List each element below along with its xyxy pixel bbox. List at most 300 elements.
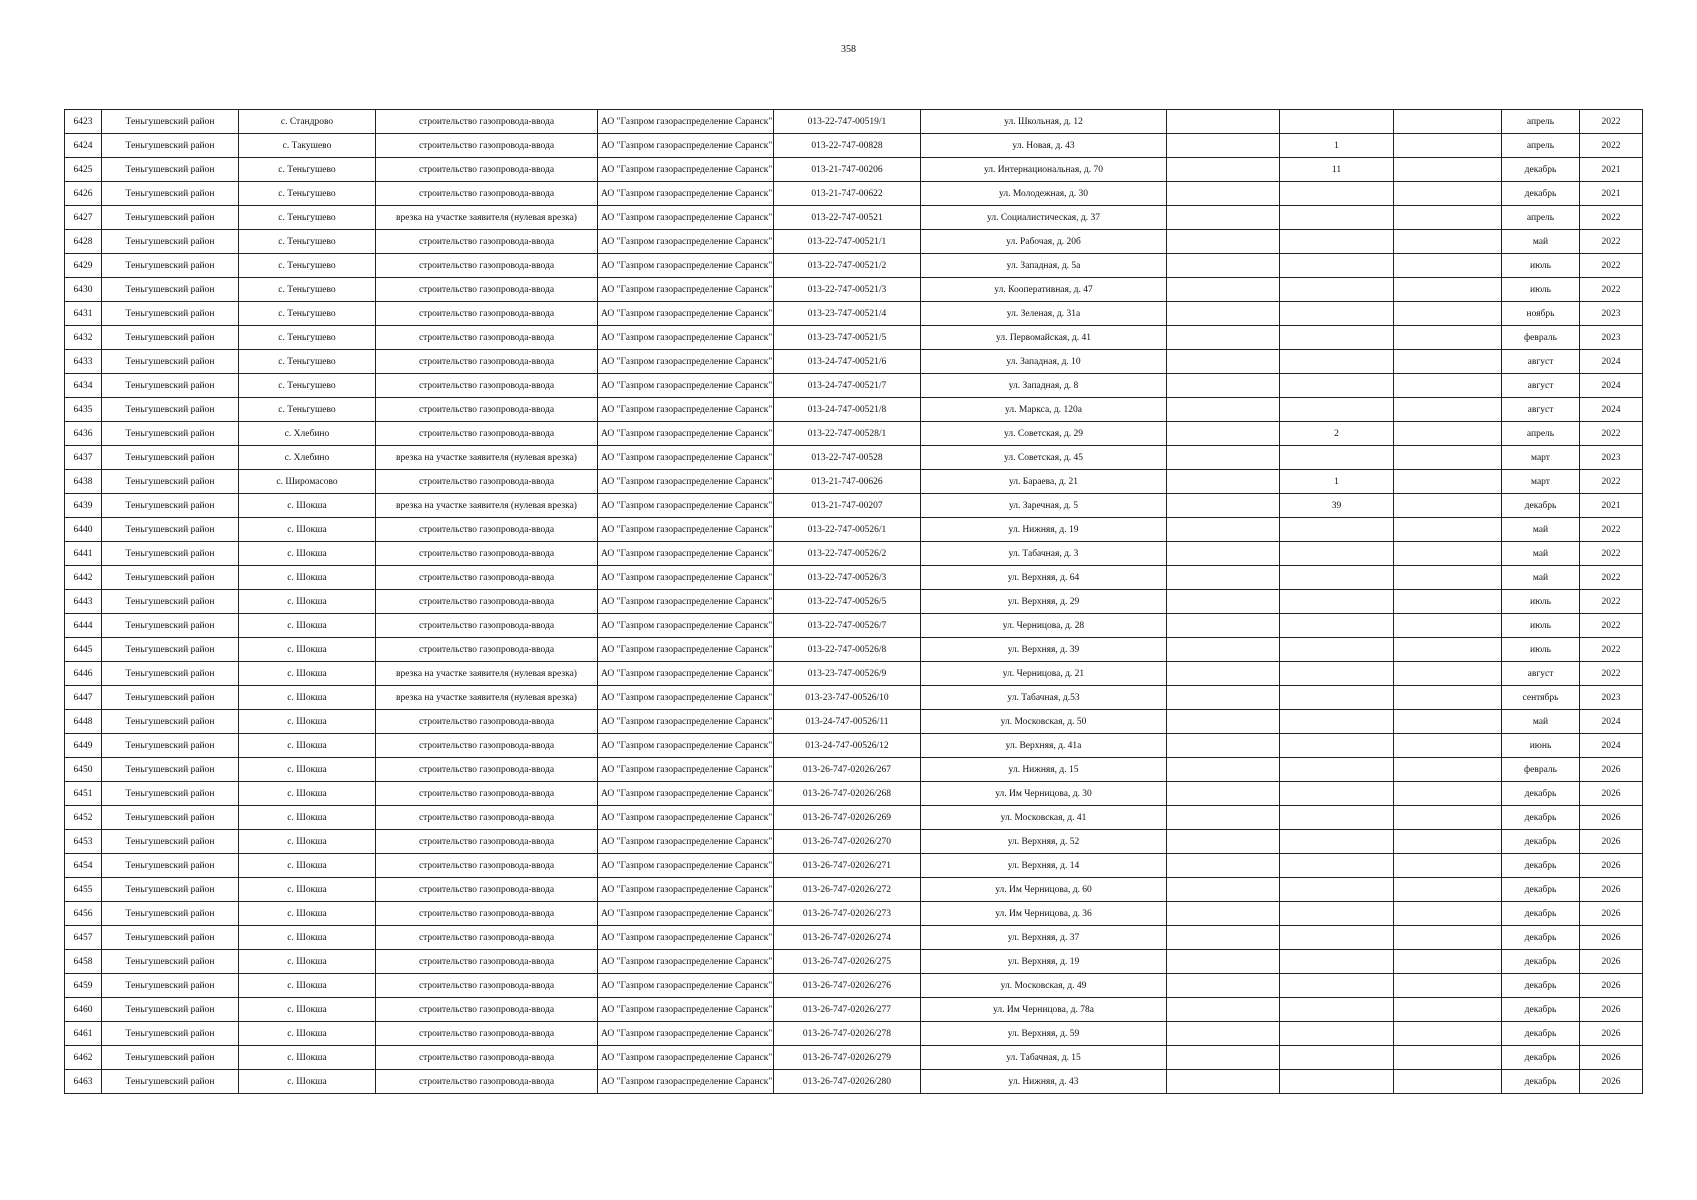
settlement-cell: с. Теньгушево [239,254,376,278]
address-cell: ул. Западная, д. 5а [921,254,1167,278]
table-row [65,326,1643,350]
contract-number-cell: 013-26-747-02026/276 [774,974,921,998]
month-cell: май [1502,230,1580,254]
extra-cell-1 [1167,998,1280,1022]
extra-cell-1 [1167,590,1280,614]
organization-cell: АО "Газпром газораспределение Саранск" [598,110,774,134]
work-type-cell: врезка на участке заявителя (нулевая врезка) [376,494,598,518]
row-number: 6455 [65,878,102,902]
month-cell: июль [1502,614,1580,638]
settlement-cell: с. Шокша [239,854,376,878]
extra-cell-1 [1167,110,1280,134]
address-cell: ул. Бараева, д. 21 [921,470,1167,494]
contract-number-cell: 013-24-747-00526/12 [774,734,921,758]
year-cell: 2022 [1580,422,1643,446]
contract-number-cell: 013-22-747-00526/1 [774,518,921,542]
extra-cell-1 [1167,854,1280,878]
year-cell: 2022 [1580,470,1643,494]
year-cell: 2022 [1580,278,1643,302]
district-cell: Теньгушевский район [102,110,239,134]
district-cell: Теньгушевский район [102,734,239,758]
address-cell: ул. Им Черницова, д. 36 [921,902,1167,926]
settlement-cell: с. Такушево [239,134,376,158]
address-cell: ул. Школьная, д. 12 [921,110,1167,134]
contract-number-cell: 013-23-747-00521/4 [774,302,921,326]
settlement-cell: с. Теньгушево [239,326,376,350]
row-number: 6432 [65,326,102,350]
work-type-cell: врезка на участке заявителя (нулевая врезка) [376,662,598,686]
table-row [65,254,1643,278]
extra-cell-2 [1394,950,1502,974]
table-row [65,110,1643,134]
month-cell: декабрь [1502,830,1580,854]
month-cell: апрель [1502,110,1580,134]
district-cell: Теньгушевский район [102,374,239,398]
quantity-cell [1280,518,1394,542]
address-cell: ул. Табачная, д.53 [921,686,1167,710]
table-row [65,758,1643,782]
extra-cell-1 [1167,734,1280,758]
month-cell: март [1502,470,1580,494]
address-cell: ул. Московская, д. 50 [921,710,1167,734]
settlement-cell: с. Стандрово [239,110,376,134]
organization-cell: АО "Газпром газораспределение Саранск" [598,350,774,374]
work-type-cell: строительство газопровода-ввода [376,182,598,206]
extra-cell-1 [1167,254,1280,278]
extra-cell-2 [1394,566,1502,590]
table-row [65,302,1643,326]
month-cell: апрель [1502,134,1580,158]
table-row [65,854,1643,878]
contract-number-cell: 013-21-747-00626 [774,470,921,494]
row-number: 6438 [65,470,102,494]
year-cell: 2022 [1580,110,1643,134]
row-number: 6456 [65,902,102,926]
row-number: 6439 [65,494,102,518]
quantity-cell [1280,302,1394,326]
year-cell: 2026 [1580,1070,1643,1094]
district-cell: Теньгушевский район [102,902,239,926]
row-number: 6452 [65,806,102,830]
district-cell: Теньгушевский район [102,182,239,206]
address-cell: ул. Верхняя, д. 39 [921,638,1167,662]
contract-number-cell: 013-24-747-00521/7 [774,374,921,398]
table-row [65,830,1643,854]
extra-cell-2 [1394,902,1502,926]
work-type-cell: строительство газопровода-ввода [376,470,598,494]
work-type-cell: строительство газопровода-ввода [376,758,598,782]
gas-connection-registry-table [64,109,1643,1094]
organization-cell: АО "Газпром газораспределение Саранск" [598,734,774,758]
row-number: 6426 [65,182,102,206]
extra-cell-2 [1394,158,1502,182]
quantity-cell [1280,806,1394,830]
row-number: 6445 [65,638,102,662]
month-cell: февраль [1502,326,1580,350]
table-row [65,614,1643,638]
extra-cell-2 [1394,470,1502,494]
organization-cell: АО "Газпром газораспределение Саранск" [598,590,774,614]
district-cell: Теньгушевский район [102,446,239,470]
quantity-cell [1280,758,1394,782]
row-number: 6462 [65,1046,102,1070]
work-type-cell: строительство газопровода-ввода [376,926,598,950]
work-type-cell: строительство газопровода-ввода [376,854,598,878]
row-number: 6429 [65,254,102,278]
quantity-cell [1280,710,1394,734]
extra-cell-1 [1167,1070,1280,1094]
extra-cell-2 [1394,758,1502,782]
organization-cell: АО "Газпром газораспределение Саранск" [598,1022,774,1046]
extra-cell-2 [1394,830,1502,854]
table-row [65,494,1643,518]
settlement-cell: с. Хлебино [239,422,376,446]
month-cell: декабрь [1502,782,1580,806]
work-type-cell: строительство газопровода-ввода [376,590,598,614]
row-number: 6460 [65,998,102,1022]
row-number: 6446 [65,662,102,686]
month-cell: декабрь [1502,158,1580,182]
table-row [65,518,1643,542]
extra-cell-1 [1167,302,1280,326]
address-cell: ул. Заречная, д. 5 [921,494,1167,518]
extra-cell-2 [1394,878,1502,902]
table-row [65,806,1643,830]
contract-number-cell: 013-26-747-02026/278 [774,1022,921,1046]
table-row [65,734,1643,758]
district-cell: Теньгушевский район [102,206,239,230]
row-number: 6440 [65,518,102,542]
extra-cell-2 [1394,230,1502,254]
quantity-cell [1280,926,1394,950]
row-number: 6441 [65,542,102,566]
work-type-cell: строительство газопровода-ввода [376,974,598,998]
year-cell: 2026 [1580,878,1643,902]
organization-cell: АО "Газпром газораспределение Саранск" [598,878,774,902]
work-type-cell: строительство газопровода-ввода [376,542,598,566]
table-row [65,278,1643,302]
organization-cell: АО "Газпром газораспределение Саранск" [598,566,774,590]
district-cell: Теньгушевский район [102,518,239,542]
organization-cell: АО "Газпром газораспределение Саранск" [598,494,774,518]
row-number: 6424 [65,134,102,158]
district-cell: Теньгушевский район [102,830,239,854]
contract-number-cell: 013-26-747-02026/271 [774,854,921,878]
month-cell: август [1502,398,1580,422]
month-cell: декабрь [1502,1022,1580,1046]
district-cell: Теньгушевский район [102,398,239,422]
extra-cell-2 [1394,782,1502,806]
organization-cell: АО "Газпром газораспределение Саранск" [598,926,774,950]
table-body [65,110,1643,1094]
extra-cell-2 [1394,662,1502,686]
extra-cell-2 [1394,1070,1502,1094]
district-cell: Теньгушевский район [102,566,239,590]
quantity-cell [1280,734,1394,758]
row-number: 6430 [65,278,102,302]
organization-cell: АО "Газпром газораспределение Саранск" [598,230,774,254]
address-cell: ул. Социалистическая, д. 37 [921,206,1167,230]
work-type-cell: строительство газопровода-ввода [376,782,598,806]
organization-cell: АО "Газпром газораспределение Саранск" [598,278,774,302]
extra-cell-1 [1167,782,1280,806]
extra-cell-1 [1167,950,1280,974]
month-cell: декабрь [1502,878,1580,902]
month-cell: март [1502,446,1580,470]
address-cell: ул. Нижняя, д. 15 [921,758,1167,782]
table-row [65,398,1643,422]
month-cell: август [1502,374,1580,398]
contract-number-cell: 013-23-747-00526/10 [774,686,921,710]
district-cell: Теньгушевский район [102,326,239,350]
quantity-cell [1280,566,1394,590]
extra-cell-2 [1394,590,1502,614]
contract-number-cell: 013-22-747-00521/2 [774,254,921,278]
organization-cell: АО "Газпром газораспределение Саранск" [598,830,774,854]
address-cell: ул. Верхняя, д. 59 [921,1022,1167,1046]
settlement-cell: с. Теньгушево [239,182,376,206]
organization-cell: АО "Газпром газораспределение Саранск" [598,398,774,422]
extra-cell-2 [1394,398,1502,422]
organization-cell: АО "Газпром газораспределение Саранск" [598,782,774,806]
settlement-cell: с. Теньгушево [239,302,376,326]
table-row [65,350,1643,374]
quantity-cell [1280,662,1394,686]
contract-number-cell: 013-24-747-00521/8 [774,398,921,422]
row-number: 6448 [65,710,102,734]
extra-cell-2 [1394,854,1502,878]
contract-number-cell: 013-26-747-02026/269 [774,806,921,830]
address-cell: ул. Верхняя, д. 19 [921,950,1167,974]
year-cell: 2022 [1580,518,1643,542]
row-number: 6443 [65,590,102,614]
year-cell: 2026 [1580,998,1643,1022]
quantity-cell [1280,638,1394,662]
table-row [65,230,1643,254]
row-number: 6425 [65,158,102,182]
extra-cell-2 [1394,638,1502,662]
quantity-cell [1280,326,1394,350]
table-row [65,662,1643,686]
extra-cell-2 [1394,422,1502,446]
extra-cell-1 [1167,662,1280,686]
address-cell: ул. Московская, д. 49 [921,974,1167,998]
month-cell: декабрь [1502,950,1580,974]
work-type-cell: строительство газопровода-ввода [376,110,598,134]
month-cell: май [1502,542,1580,566]
work-type-cell: строительство газопровода-ввода [376,134,598,158]
month-cell: август [1502,662,1580,686]
row-number: 6454 [65,854,102,878]
month-cell: май [1502,518,1580,542]
settlement-cell: с. Шокша [239,590,376,614]
year-cell: 2026 [1580,974,1643,998]
month-cell: декабрь [1502,854,1580,878]
year-cell: 2021 [1580,182,1643,206]
quantity-cell: 1 [1280,470,1394,494]
work-type-cell: строительство газопровода-ввода [376,830,598,854]
extra-cell-1 [1167,470,1280,494]
district-cell: Теньгушевский район [102,1070,239,1094]
quantity-cell [1280,782,1394,806]
district-cell: Теньгушевский район [102,638,239,662]
extra-cell-2 [1394,446,1502,470]
work-type-cell: строительство газопровода-ввода [376,566,598,590]
address-cell: ул. Советская, д. 29 [921,422,1167,446]
quantity-cell: 11 [1280,158,1394,182]
settlement-cell: с. Шокша [239,974,376,998]
row-number: 6434 [65,374,102,398]
organization-cell: АО "Газпром газораспределение Саранск" [598,686,774,710]
address-cell: ул. Верхняя, д. 37 [921,926,1167,950]
month-cell: декабрь [1502,1046,1580,1070]
settlement-cell: с. Шокша [239,638,376,662]
organization-cell: АО "Газпром газораспределение Саранск" [598,662,774,686]
extra-cell-2 [1394,734,1502,758]
organization-cell: АО "Газпром газораспределение Саранск" [598,446,774,470]
organization-cell: АО "Газпром газораспределение Саранск" [598,374,774,398]
month-cell: декабрь [1502,974,1580,998]
table-row [65,422,1643,446]
extra-cell-1 [1167,830,1280,854]
extra-cell-1 [1167,1022,1280,1046]
month-cell: декабрь [1502,1070,1580,1094]
month-cell: апрель [1502,422,1580,446]
extra-cell-1 [1167,518,1280,542]
address-cell: ул. Им Черницова, д. 60 [921,878,1167,902]
extra-cell-1 [1167,422,1280,446]
extra-cell-1 [1167,806,1280,830]
year-cell: 2021 [1580,494,1643,518]
month-cell: декабрь [1502,926,1580,950]
year-cell: 2022 [1580,614,1643,638]
organization-cell: АО "Газпром газораспределение Саранск" [598,998,774,1022]
year-cell: 2024 [1580,734,1643,758]
quantity-cell [1280,998,1394,1022]
year-cell: 2026 [1580,830,1643,854]
settlement-cell: с. Шокша [239,758,376,782]
district-cell: Теньгушевский район [102,686,239,710]
year-cell: 2022 [1580,662,1643,686]
contract-number-cell: 013-22-747-00528/1 [774,422,921,446]
table-row [65,374,1643,398]
settlement-cell: с. Широмасово [239,470,376,494]
row-number: 6461 [65,1022,102,1046]
settlement-cell: с. Теньгушево [239,374,376,398]
address-cell: ул. Московская, д. 41 [921,806,1167,830]
extra-cell-1 [1167,230,1280,254]
year-cell: 2022 [1580,206,1643,230]
settlement-cell: с. Шокша [239,542,376,566]
quantity-cell [1280,206,1394,230]
work-type-cell: строительство газопровода-ввода [376,806,598,830]
district-cell: Теньгушевский район [102,158,239,182]
contract-number-cell: 013-26-747-02026/273 [774,902,921,926]
year-cell: 2022 [1580,590,1643,614]
work-type-cell: строительство газопровода-ввода [376,374,598,398]
work-type-cell: строительство газопровода-ввода [376,902,598,926]
settlement-cell: с. Шокша [239,806,376,830]
table-row [65,206,1643,230]
extra-cell-1 [1167,974,1280,998]
month-cell: февраль [1502,758,1580,782]
district-cell: Теньгушевский район [102,470,239,494]
quantity-cell [1280,278,1394,302]
row-number: 6457 [65,926,102,950]
organization-cell: АО "Газпром газораспределение Саранск" [598,1046,774,1070]
work-type-cell: строительство газопровода-ввода [376,950,598,974]
extra-cell-2 [1394,326,1502,350]
contract-number-cell: 013-22-747-00526/8 [774,638,921,662]
extra-cell-2 [1394,710,1502,734]
work-type-cell: строительство газопровода-ввода [376,998,598,1022]
extra-cell-2 [1394,518,1502,542]
row-number: 6444 [65,614,102,638]
district-cell: Теньгушевский район [102,134,239,158]
contract-number-cell: 013-26-747-02026/279 [774,1046,921,1070]
quantity-cell [1280,830,1394,854]
contract-number-cell: 013-21-747-00206 [774,158,921,182]
contract-number-cell: 013-22-747-00521/1 [774,230,921,254]
extra-cell-1 [1167,206,1280,230]
address-cell: ул. Западная, д. 8 [921,374,1167,398]
month-cell: декабрь [1502,182,1580,206]
table-row [65,158,1643,182]
contract-number-cell: 013-22-747-00526/2 [774,542,921,566]
extra-cell-1 [1167,686,1280,710]
extra-cell-1 [1167,638,1280,662]
district-cell: Теньгушевский район [102,758,239,782]
work-type-cell: строительство газопровода-ввода [376,1022,598,1046]
contract-number-cell: 013-22-747-00526/5 [774,590,921,614]
work-type-cell: строительство газопровода-ввода [376,158,598,182]
month-cell: декабрь [1502,902,1580,926]
address-cell: ул. Интернациональная, д. 70 [921,158,1167,182]
extra-cell-1 [1167,134,1280,158]
district-cell: Теньгушевский район [102,350,239,374]
district-cell: Теньгушевский район [102,542,239,566]
work-type-cell: строительство газопровода-ввода [376,614,598,638]
settlement-cell: с. Шокша [239,782,376,806]
year-cell: 2022 [1580,254,1643,278]
quantity-cell [1280,902,1394,926]
extra-cell-1 [1167,182,1280,206]
table-row [65,566,1643,590]
contract-number-cell: 013-22-747-00521/3 [774,278,921,302]
extra-cell-2 [1394,110,1502,134]
year-cell: 2023 [1580,446,1643,470]
contract-number-cell: 013-24-747-00521/6 [774,350,921,374]
quantity-cell [1280,542,1394,566]
contract-number-cell: 013-23-747-00526/9 [774,662,921,686]
extra-cell-2 [1394,134,1502,158]
address-cell: ул. Кооперативная, д. 47 [921,278,1167,302]
year-cell: 2022 [1580,566,1643,590]
address-cell: ул. Нижняя, д. 43 [921,1070,1167,1094]
table-row [65,1070,1643,1094]
district-cell: Теньгушевский район [102,494,239,518]
extra-cell-2 [1394,374,1502,398]
contract-number-cell: 013-26-747-02026/274 [774,926,921,950]
contract-number-cell: 013-26-747-02026/268 [774,782,921,806]
organization-cell: АО "Газпром газораспределение Саранск" [598,854,774,878]
contract-number-cell: 013-21-747-00622 [774,182,921,206]
row-number: 6449 [65,734,102,758]
extra-cell-1 [1167,926,1280,950]
row-number: 6428 [65,230,102,254]
year-cell: 2024 [1580,710,1643,734]
month-cell: июль [1502,590,1580,614]
